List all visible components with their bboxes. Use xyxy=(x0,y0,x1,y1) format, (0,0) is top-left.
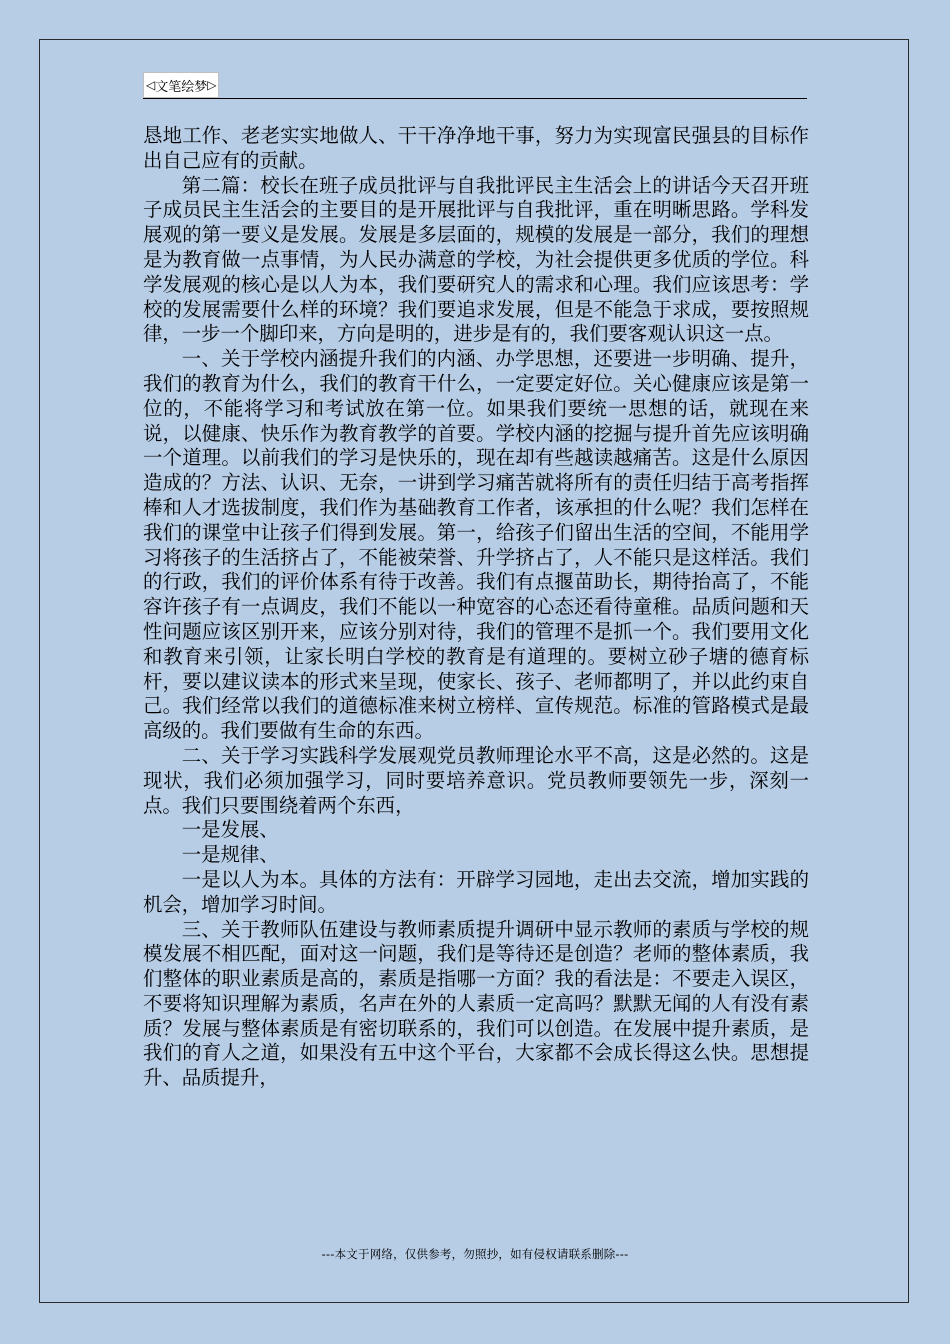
header-label: 文笔绘梦 xyxy=(155,79,208,95)
paragraph: 一是发展、 xyxy=(181,818,279,842)
paragraph: 一是规律、 xyxy=(181,843,279,867)
paragraph: 恳地工作、老老实实地做人、干干净净地干事，努力为实现富民强县的目标作出自己应有的贡献。 xyxy=(143,124,809,172)
header-divider xyxy=(143,98,807,99)
paragraph: 一是以人为本。具体的方法有：开辟学习园地，走出去交流，增加实践的机会，增加学习时间。 xyxy=(143,867,809,916)
document-body xyxy=(143,124,809,1091)
paragraph: 三、关于教师队伍建设与教师素质提升调研中显示教师的素质与学校的规模发展不相匹配，面对这一问题，我们是等待还是创造？老师的整体素质，我们整体的职业素质是高的，素质是指哪一方面？我的看法是：不要走入误区，不要将知识理解为素质，名声在外的人素质一定高吗？默默无闻的人有没有素质？发展与整体素质是有密切联系的，我们可以创造。在发展中提升素质，是我们的育人之道，如果没有五中这个平台，大家都不会成长得这么快。思想提升、品质提升， xyxy=(143,917,809,1090)
paragraph: 一、关于学校内涵提升我们的内涵、办学思想，还要进一步明确、提升，我们的教育为什么，我们的教育干什么，一定要定好位。关心健康应该是第一位的，不能将学习和考试放在第一位。如果我们要统一思想的话，就现在来说，以健康、快乐作为教育教学的首要。学校内涵的挖掘与提升首先应该明确一个道理。以前我们的学习是快乐的，现在却有些越读越痛苦。这是什么原因造成的？方法、认识、无奈，一讲到学习痛苦就将所有的责任归结于高考指挥棒和人才选拔制度，我们作为基础教育工作者，该承担的什么呢？我们怎样在我们的课堂中让孩子们得到发展。第一，给孩子们留出生活的空间，不能用学习将孩子的生活挤占了，不能被荣誉、升学挤占了，人不能只是这样活。我们的行政，我们的评价体系有待于改善。我们有点揠苗助长，期待抬高了，不能容许孩子有一点调皮，我们不能以一种宽容的心态还看待童稚。品质问题和天性问题应该区别开来，应该分别对待，我们的管理不是抓一个。我们要用文化和教育来引领，让家长明白学校的教育是有道理的。要树立砂子塘的德育标杆，要以建议读本的形式来呈现，使家长、孩子、老师都明了，并以此约束自己。我们经常以我们的道德标准来树立榜样、宣传规范。标准的管路模式是最高级的。我们要做有生命的东西。 xyxy=(143,347,809,743)
document-footer: ---本文于网络，仅供参考，勿照抄，如有侵权请联系删除--- xyxy=(321,1247,629,1261)
document-header xyxy=(143,72,219,98)
right-triangle-icon: ▷ xyxy=(207,78,217,92)
paragraph: 二、关于学习实践科学发展观党员教师理论水平不高，这是必然的。这是现状，我们必须加强学习，同时要培养意识。党员教师要领先一步，深刻一点。我们只要围绕着两个东西， xyxy=(143,743,809,817)
left-triangle-icon: ◁ xyxy=(146,78,156,92)
paragraph: 第二篇：校长在班子成员批评与自我批评民主生活会上的讲话今天召开班子成员民主生活会的主要目的是开展批评与自我批评，重在明晰思路。学科发展观的第一要义是发展。发展是多层面的，规模的发展是一部分，我们的理想是为教育做一点事情，为人民办满意的学校，为社会提供更多优质的学位。科学发展观的核心是以人为本，我们要研究人的需求和心理。我们应该思考：学校的发展需要什么样的环境？我们要追求发展，但是不能急于求成，要按照规律，一步一个脚印来，方向是明的，进步是有的，我们要客观认识这一点。 xyxy=(143,173,809,346)
